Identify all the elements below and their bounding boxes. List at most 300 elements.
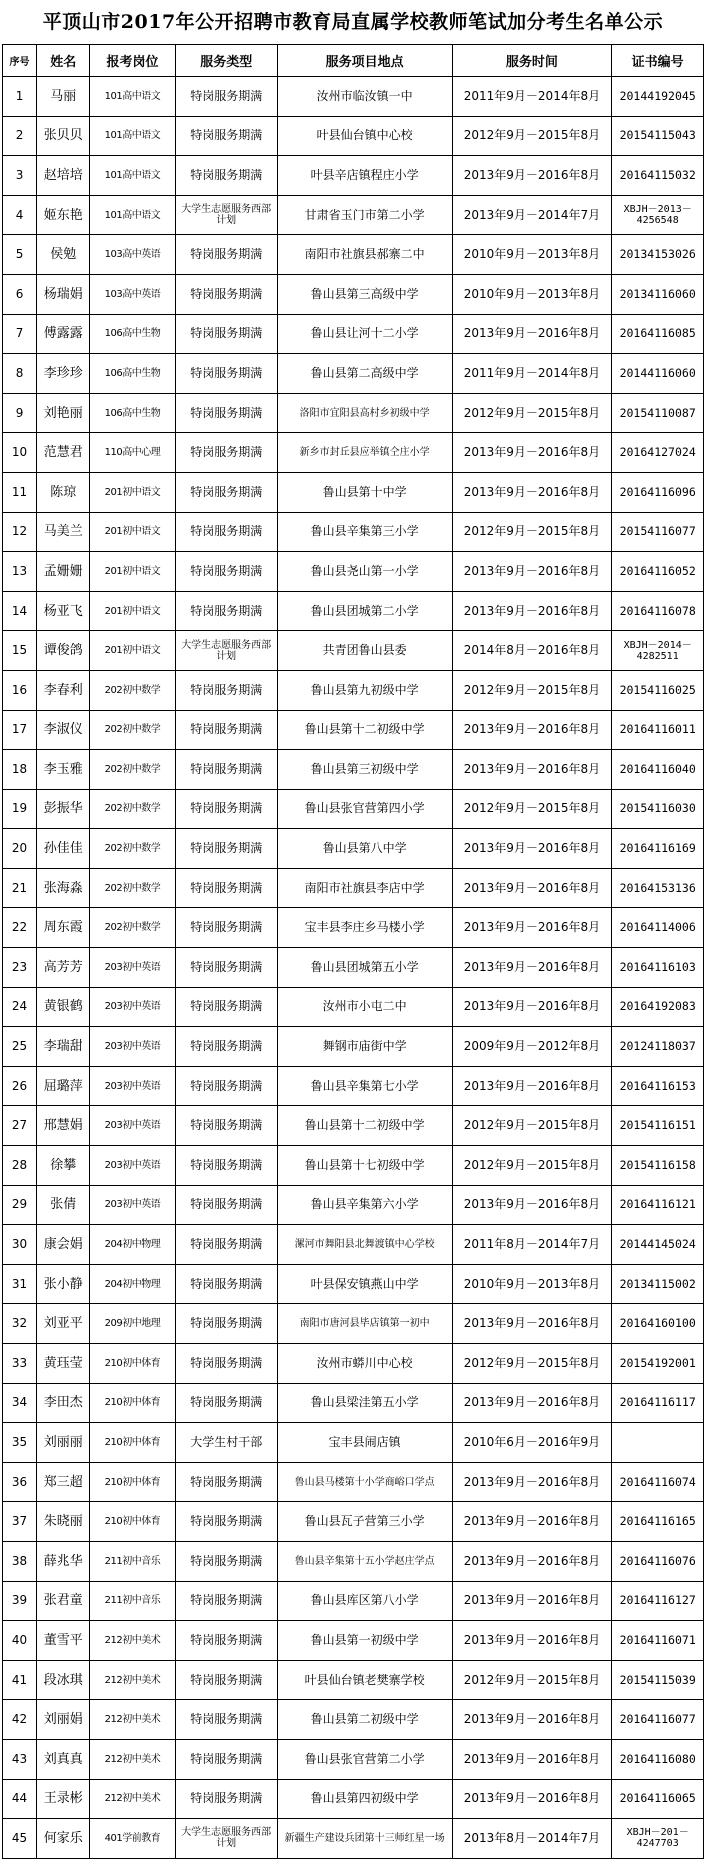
- cell-service-time: 2013年9月－2016年8月: [452, 552, 612, 592]
- table-row: [3, 1185, 704, 1225]
- table-row: [3, 512, 704, 552]
- table-row: [3, 1264, 704, 1304]
- cell-service-time: 2009年9月－2012年8月: [452, 1027, 612, 1067]
- cell-service-type: 大学生村干部: [175, 1423, 277, 1463]
- table-row: [3, 1660, 704, 1700]
- cell-service-type: 特岗服务期满: [175, 1383, 277, 1423]
- cell-name: 周东霞: [37, 908, 90, 948]
- cell-certificate-number: 20164116165: [612, 1502, 704, 1542]
- cell-service-location: 鲁山县辛集第十五小学赵庄学点: [277, 1541, 452, 1581]
- cell-service-time: 2013年9月－2016年8月: [452, 1185, 612, 1225]
- cell-service-time: 2011年9月－2014年8月: [452, 77, 612, 117]
- cell-service-location: 叶县保安镇燕山中学: [277, 1264, 452, 1304]
- cell-name: 黄珏莹: [37, 1344, 90, 1384]
- cell-service-type: 特岗服务期满: [175, 235, 277, 275]
- cell-service-location: 鲁山县让河十二小学: [277, 314, 452, 354]
- cell-certificate-number: 20164116076: [612, 1541, 704, 1581]
- cell-service-location: 鲁山县团城第二小学: [277, 591, 452, 631]
- cell-service-time: 2013年9月－2016年8月: [452, 868, 612, 908]
- cell-service-type: 特岗服务期满: [175, 433, 277, 473]
- cell-service-location: 甘肃省玉门市第二小学: [277, 195, 452, 235]
- cell-name: 朱晓丽: [37, 1502, 90, 1542]
- header-seq: 序号: [3, 45, 37, 77]
- cell-name: 张倩: [37, 1185, 90, 1225]
- cell-service-location: 鲁山县第三初级中学: [277, 750, 452, 790]
- cell-certificate-number: 20144145024: [612, 1225, 704, 1265]
- cell-service-type: 特岗服务期满: [175, 1502, 277, 1542]
- cell-name: 赵培培: [37, 156, 90, 196]
- table-row: [3, 1383, 704, 1423]
- cell-position: 103高中英语: [90, 235, 175, 275]
- cell-certificate-number: 20164116169: [612, 829, 704, 869]
- cell-position: 204初中物理: [90, 1264, 175, 1304]
- cell-position: 101高中语文: [90, 77, 175, 117]
- table-row: [3, 1027, 704, 1067]
- cell-service-location: 鲁山县张官营第四小学: [277, 789, 452, 829]
- cell-name: 孟姗姗: [37, 552, 90, 592]
- header-position: 报考岗位: [90, 45, 175, 77]
- cell-certificate-number: 20134153026: [612, 235, 704, 275]
- cell-seq: 10: [3, 433, 37, 473]
- cell-position: 210初中体育: [90, 1383, 175, 1423]
- cell-position: 210初中体育: [90, 1502, 175, 1542]
- cell-certificate-number: 20154115039: [612, 1660, 704, 1700]
- table-row: [3, 552, 704, 592]
- cell-position: 101高中语文: [90, 156, 175, 196]
- cell-seq: 13: [3, 552, 37, 592]
- cell-service-location: 鲁山县第四初级中学: [277, 1779, 452, 1819]
- cell-name: 张海淼: [37, 868, 90, 908]
- cell-seq: 42: [3, 1700, 37, 1740]
- table-row: [3, 1106, 704, 1146]
- cell-seq: 9: [3, 393, 37, 433]
- cell-position: 201初中语文: [90, 552, 175, 592]
- cell-service-location: 鲁山县第九初级中学: [277, 670, 452, 710]
- cell-seq: 5: [3, 235, 37, 275]
- cell-position: 101高中语文: [90, 195, 175, 235]
- cell-name: 姬东艳: [37, 195, 90, 235]
- cell-service-time: 2014年8月－2016年8月: [452, 631, 612, 671]
- cell-name: 邢慧娟: [37, 1106, 90, 1146]
- cell-service-time: 2013年9月－2016年8月: [452, 829, 612, 869]
- cell-service-time: 2013年8月－2014年7月: [452, 1819, 612, 1859]
- cell-service-time: 2013年9月－2016年8月: [452, 1700, 612, 1740]
- cell-position: 210初中体育: [90, 1462, 175, 1502]
- cell-seq: 34: [3, 1383, 37, 1423]
- cell-name: 孙佳佳: [37, 829, 90, 869]
- cell-name: 范慧君: [37, 433, 90, 473]
- cell-position: 212初中美术: [90, 1660, 175, 1700]
- cell-service-location: 南阳市社旗县郝寨二中: [277, 235, 452, 275]
- cell-certificate-number: 20164114006: [612, 908, 704, 948]
- cell-seq: 31: [3, 1264, 37, 1304]
- cell-service-type: 特岗服务期满: [175, 393, 277, 433]
- cell-certificate-number: 20144192045: [612, 77, 704, 117]
- cell-position: 401学前教育: [90, 1819, 175, 1859]
- cell-name: 李瑞甜: [37, 1027, 90, 1067]
- cell-service-location: 鲁山县辛集第七小学: [277, 1066, 452, 1106]
- table-row: [3, 1621, 704, 1661]
- table-body: [3, 77, 704, 1859]
- table-row: [3, 750, 704, 790]
- table-row: [3, 156, 704, 196]
- cell-position: 201初中语文: [90, 591, 175, 631]
- cell-name: 侯勉: [37, 235, 90, 275]
- cell-service-location: 鲁山县尧山第一小学: [277, 552, 452, 592]
- cell-position: 106高中生物: [90, 314, 175, 354]
- cell-position: 203初中英语: [90, 1066, 175, 1106]
- table-row: [3, 710, 704, 750]
- cell-service-time: 2012年9月－2015年8月: [452, 1344, 612, 1384]
- cell-service-location: 汝州市临汝镇一中: [277, 77, 452, 117]
- cell-seq: 39: [3, 1581, 37, 1621]
- cell-service-type: 特岗服务期满: [175, 1739, 277, 1779]
- cell-position: 203初中英语: [90, 948, 175, 988]
- cell-seq: 15: [3, 631, 37, 671]
- cell-service-type: 特岗服务期满: [175, 354, 277, 394]
- cell-service-type: 大学生志愿服务西部计划: [175, 1819, 277, 1859]
- table-row: [3, 591, 704, 631]
- cell-certificate-number: 20154116158: [612, 1146, 704, 1186]
- cell-service-location: 鲁山县第二高级中学: [277, 354, 452, 394]
- cell-service-type: 特岗服务期满: [175, 789, 277, 829]
- table-row: [3, 472, 704, 512]
- cell-certificate-number: 20124118037: [612, 1027, 704, 1067]
- cell-certificate-number: 20164116011: [612, 710, 704, 750]
- cell-seq: 35: [3, 1423, 37, 1463]
- cell-name: 刘艳丽: [37, 393, 90, 433]
- cell-service-location: 汝州市蟒川中心校: [277, 1344, 452, 1384]
- cell-certificate-number: 20164116117: [612, 1383, 704, 1423]
- cell-name: 高芳芳: [37, 948, 90, 988]
- cell-service-location: 漯河市舞阳县北舞渡镇中心学校: [277, 1225, 452, 1265]
- cell-name: 杨瑞娟: [37, 274, 90, 314]
- cell-service-type: 特岗服务期满: [175, 1462, 277, 1502]
- cell-name: 郑三超: [37, 1462, 90, 1502]
- cell-seq: 2: [3, 116, 37, 156]
- cell-name: 李玉雅: [37, 750, 90, 790]
- cell-service-type: 特岗服务期满: [175, 1581, 277, 1621]
- cell-name: 张贝贝: [37, 116, 90, 156]
- cell-position: 204初中物理: [90, 1225, 175, 1265]
- cell-certificate-number: 20154116151: [612, 1106, 704, 1146]
- cell-service-location: 鲁山县梁洼第五小学: [277, 1383, 452, 1423]
- cell-name: 黄银鹤: [37, 987, 90, 1027]
- cell-certificate-number: 20154116025: [612, 670, 704, 710]
- header-name: 姓名: [37, 45, 90, 77]
- cell-certificate-number: 20144116060: [612, 354, 704, 394]
- cell-service-time: 2013年9月－2016年8月: [452, 908, 612, 948]
- cell-seq: 23: [3, 948, 37, 988]
- cell-certificate-number: 20154192001: [612, 1344, 704, 1384]
- cell-position: 202初中数学: [90, 750, 175, 790]
- cell-seq: 45: [3, 1819, 37, 1859]
- cell-name: 董雪平: [37, 1621, 90, 1661]
- cell-service-type: 特岗服务期满: [175, 670, 277, 710]
- cell-position: 212初中美术: [90, 1700, 175, 1740]
- cell-service-type: 特岗服务期满: [175, 750, 277, 790]
- cell-service-time: 2013年9月－2016年8月: [452, 1462, 612, 1502]
- cell-position: 203初中英语: [90, 1146, 175, 1186]
- cell-certificate-number: XBJH－201－4247703: [612, 1819, 704, 1859]
- header-service-time: 服务时间: [452, 45, 612, 77]
- cell-service-type: 特岗服务期满: [175, 908, 277, 948]
- cell-service-time: 2013年9月－2016年8月: [452, 472, 612, 512]
- cell-service-time: 2010年9月－2013年8月: [452, 1264, 612, 1304]
- cell-service-type: 特岗服务期满: [175, 1264, 277, 1304]
- cell-service-time: 2013年9月－2016年8月: [452, 433, 612, 473]
- cell-service-time: 2013年9月－2016年8月: [452, 156, 612, 196]
- cell-service-location: 新疆生产建设兵团第十三师红星一场: [277, 1819, 452, 1859]
- cell-service-time: 2013年9月－2016年8月: [452, 1304, 612, 1344]
- cell-seq: 27: [3, 1106, 37, 1146]
- cell-certificate-number: 20154116030: [612, 789, 704, 829]
- cell-service-time: 2013年9月－2016年8月: [452, 591, 612, 631]
- cell-name: 刘亚平: [37, 1304, 90, 1344]
- cell-position: 201初中语文: [90, 512, 175, 552]
- cell-service-type: 特岗服务期满: [175, 274, 277, 314]
- cell-service-type: 特岗服务期满: [175, 314, 277, 354]
- cell-name: 薛兆华: [37, 1541, 90, 1581]
- cell-name: 张小静: [37, 1264, 90, 1304]
- cell-seq: 29: [3, 1185, 37, 1225]
- table-row: [3, 393, 704, 433]
- cell-service-time: 2012年9月－2015年8月: [452, 1106, 612, 1146]
- cell-certificate-number: 20154116077: [612, 512, 704, 552]
- cell-certificate-number: 20164116078: [612, 591, 704, 631]
- cell-service-time: 2013年9月－2016年8月: [452, 987, 612, 1027]
- cell-service-time: 2012年9月－2015年8月: [452, 1146, 612, 1186]
- cell-name: 杨亚飞: [37, 591, 90, 631]
- cell-position: 203初中英语: [90, 987, 175, 1027]
- cell-service-time: 2012年9月－2015年8月: [452, 670, 612, 710]
- table-row: [3, 1146, 704, 1186]
- cell-certificate-number: 20164116052: [612, 552, 704, 592]
- cell-position: 203初中英语: [90, 1106, 175, 1146]
- cell-position: 210初中体育: [90, 1344, 175, 1384]
- cell-service-location: 鲁山县团城第五小学: [277, 948, 452, 988]
- cell-seq: 20: [3, 829, 37, 869]
- table-row: [3, 1739, 704, 1779]
- cell-service-location: 鲁山县瓦子营第三小学: [277, 1502, 452, 1542]
- cell-service-time: 2013年9月－2016年8月: [452, 1739, 612, 1779]
- cell-service-type: 大学生志愿服务西部计划: [175, 195, 277, 235]
- cell-service-location: 汝州市小屯二中: [277, 987, 452, 1027]
- table-row: [3, 314, 704, 354]
- table-row: [3, 1423, 704, 1463]
- cell-service-location: 共青团鲁山县委: [277, 631, 452, 671]
- cell-certificate-number: 20164116085: [612, 314, 704, 354]
- cell-service-type: 特岗服务期满: [175, 156, 277, 196]
- cell-name: 刘真真: [37, 1739, 90, 1779]
- cell-certificate-number: 20164116077: [612, 1700, 704, 1740]
- cell-service-time: 2013年9月－2016年8月: [452, 1502, 612, 1542]
- cell-service-location: 新乡市封丘县应举镇仝庄小学: [277, 433, 452, 473]
- table-row: [3, 235, 704, 275]
- cell-seq: 43: [3, 1739, 37, 1779]
- cell-name: 傅露露: [37, 314, 90, 354]
- cell-position: 209初中地理: [90, 1304, 175, 1344]
- cell-service-time: 2013年9月－2016年8月: [452, 710, 612, 750]
- cell-service-type: 特岗服务期满: [175, 552, 277, 592]
- cell-service-location: 叶县辛店镇程庄小学: [277, 156, 452, 196]
- table-row: [3, 789, 704, 829]
- cell-certificate-number: 20164116080: [612, 1739, 704, 1779]
- cell-service-location: 宝丰县闹店镇: [277, 1423, 452, 1463]
- table-row: [3, 433, 704, 473]
- cell-name: 刘丽丽: [37, 1423, 90, 1463]
- cell-position: 201初中语文: [90, 472, 175, 512]
- cell-name: 谭俊鸽: [37, 631, 90, 671]
- table-row: [3, 1581, 704, 1621]
- cell-seq: 38: [3, 1541, 37, 1581]
- cell-name: 何家乐: [37, 1819, 90, 1859]
- cell-position: 103高中英语: [90, 274, 175, 314]
- cell-service-location: 鲁山县第一初级中学: [277, 1621, 452, 1661]
- cell-name: 李田杰: [37, 1383, 90, 1423]
- cell-certificate-number: 20164153136: [612, 868, 704, 908]
- cell-certificate-number: XBJH－2013－4256548: [612, 195, 704, 235]
- cell-service-type: 特岗服务期满: [175, 1344, 277, 1384]
- cell-seq: 12: [3, 512, 37, 552]
- cell-seq: 4: [3, 195, 37, 235]
- table-row: [3, 1462, 704, 1502]
- cell-service-time: 2011年8月－2014年7月: [452, 1225, 612, 1265]
- cell-seq: 3: [3, 156, 37, 196]
- cell-certificate-number: 20164127024: [612, 433, 704, 473]
- table-row: [3, 274, 704, 314]
- cell-seq: 17: [3, 710, 37, 750]
- table-row: [3, 1304, 704, 1344]
- table-row: [3, 1779, 704, 1819]
- cell-service-type: 特岗服务期满: [175, 1779, 277, 1819]
- cell-position: 211初中音乐: [90, 1581, 175, 1621]
- cell-service-location: 鲁山县第十七初级中学: [277, 1146, 452, 1186]
- table-row: [3, 1700, 704, 1740]
- cell-service-location: 洛阳市宜阳县高村乡初级中学: [277, 393, 452, 433]
- cell-name: 陈琼: [37, 472, 90, 512]
- cell-seq: 22: [3, 908, 37, 948]
- cell-service-type: 特岗服务期满: [175, 1027, 277, 1067]
- cell-name: 张君童: [37, 1581, 90, 1621]
- cell-service-time: 2013年9月－2016年8月: [452, 1621, 612, 1661]
- cell-service-time: 2013年9月－2016年8月: [452, 948, 612, 988]
- cell-position: 203初中英语: [90, 1027, 175, 1067]
- cell-service-location: 鲁山县第十二初级中学: [277, 710, 452, 750]
- cell-name: 李珍珍: [37, 354, 90, 394]
- table-row: [3, 908, 704, 948]
- cell-name: 屈璐萍: [37, 1066, 90, 1106]
- cell-name: 段冰琪: [37, 1660, 90, 1700]
- cell-certificate-number: 20164115032: [612, 156, 704, 196]
- cell-service-type: 大学生志愿服务西部计划: [175, 631, 277, 671]
- cell-service-type: 特岗服务期满: [175, 1225, 277, 1265]
- cell-service-location: 南阳市唐河县毕店镇第一初中: [277, 1304, 452, 1344]
- cell-service-type: 特岗服务期满: [175, 868, 277, 908]
- cell-seq: 41: [3, 1660, 37, 1700]
- table-row: [3, 1344, 704, 1384]
- cell-name: 刘丽娟: [37, 1700, 90, 1740]
- cell-service-type: 特岗服务期满: [175, 116, 277, 156]
- cell-name: 马美兰: [37, 512, 90, 552]
- cell-service-type: 特岗服务期满: [175, 987, 277, 1027]
- cell-certificate-number: 20164116153: [612, 1066, 704, 1106]
- table-header-row: [3, 45, 704, 77]
- cell-position: 203初中英语: [90, 1185, 175, 1225]
- cell-seq: 24: [3, 987, 37, 1027]
- cell-service-time: 2010年9月－2013年8月: [452, 274, 612, 314]
- cell-service-type: 特岗服务期满: [175, 710, 277, 750]
- cell-service-location: 南阳市社旗县李店中学: [277, 868, 452, 908]
- cell-service-type: 特岗服务期满: [175, 512, 277, 552]
- cell-service-time: 2013年9月－2016年8月: [452, 1779, 612, 1819]
- cell-position: 212初中美术: [90, 1739, 175, 1779]
- cell-seq: 18: [3, 750, 37, 790]
- cell-service-time: 2010年9月－2013年8月: [452, 235, 612, 275]
- cell-position: 110高中心理: [90, 433, 175, 473]
- cell-service-time: 2012年9月－2015年8月: [452, 789, 612, 829]
- cell-seq: 30: [3, 1225, 37, 1265]
- cell-position: 212初中美术: [90, 1779, 175, 1819]
- cell-service-type: 特岗服务期满: [175, 1660, 277, 1700]
- cell-seq: 19: [3, 789, 37, 829]
- cell-service-type: 特岗服务期满: [175, 1146, 277, 1186]
- cell-name: 李淑仪: [37, 710, 90, 750]
- table-row: [3, 1225, 704, 1265]
- cell-seq: 25: [3, 1027, 37, 1067]
- cell-certificate-number: 20154115043: [612, 116, 704, 156]
- cell-service-time: 2013年9月－2016年8月: [452, 750, 612, 790]
- cell-service-type: 特岗服务期满: [175, 591, 277, 631]
- cell-seq: 28: [3, 1146, 37, 1186]
- cell-seq: 7: [3, 314, 37, 354]
- cell-service-location: 鲁山县第二初级中学: [277, 1700, 452, 1740]
- cell-service-type: 特岗服务期满: [175, 1541, 277, 1581]
- cell-seq: 1: [3, 77, 37, 117]
- cell-service-location: 鲁山县辛集第六小学: [277, 1185, 452, 1225]
- cell-service-location: 宝丰县李庄乡马楼小学: [277, 908, 452, 948]
- cell-certificate-number: 20164116121: [612, 1185, 704, 1225]
- cell-seq: 8: [3, 354, 37, 394]
- cell-service-type: 特岗服务期满: [175, 1106, 277, 1146]
- table-row: [3, 987, 704, 1027]
- cell-seq: 21: [3, 868, 37, 908]
- cell-name: 马丽: [37, 77, 90, 117]
- cell-certificate-number: [612, 1423, 704, 1463]
- cell-seq: 33: [3, 1344, 37, 1384]
- table-row: [3, 195, 704, 235]
- cell-service-time: 2013年9月－2016年8月: [452, 314, 612, 354]
- cell-name: 徐攀: [37, 1146, 90, 1186]
- cell-position: 202初中数学: [90, 868, 175, 908]
- cell-service-time: 2013年9月－2016年8月: [452, 1383, 612, 1423]
- table-row: [3, 829, 704, 869]
- cell-service-type: 特岗服务期满: [175, 1621, 277, 1661]
- table-row: [3, 116, 704, 156]
- cell-seq: 37: [3, 1502, 37, 1542]
- cell-position: 202初中数学: [90, 829, 175, 869]
- cell-service-type: 特岗服务期满: [175, 1304, 277, 1344]
- cell-certificate-number: 20164116065: [612, 1779, 704, 1819]
- cell-position: 106高中生物: [90, 354, 175, 394]
- cell-seq: 11: [3, 472, 37, 512]
- table-row: [3, 631, 704, 671]
- cell-certificate-number: 20164192083: [612, 987, 704, 1027]
- cell-position: 101高中语文: [90, 116, 175, 156]
- cell-certificate-number: 20134115002: [612, 1264, 704, 1304]
- cell-service-location: 鲁山县库区第八小学: [277, 1581, 452, 1621]
- cell-service-location: 叶县仙台镇中心校: [277, 116, 452, 156]
